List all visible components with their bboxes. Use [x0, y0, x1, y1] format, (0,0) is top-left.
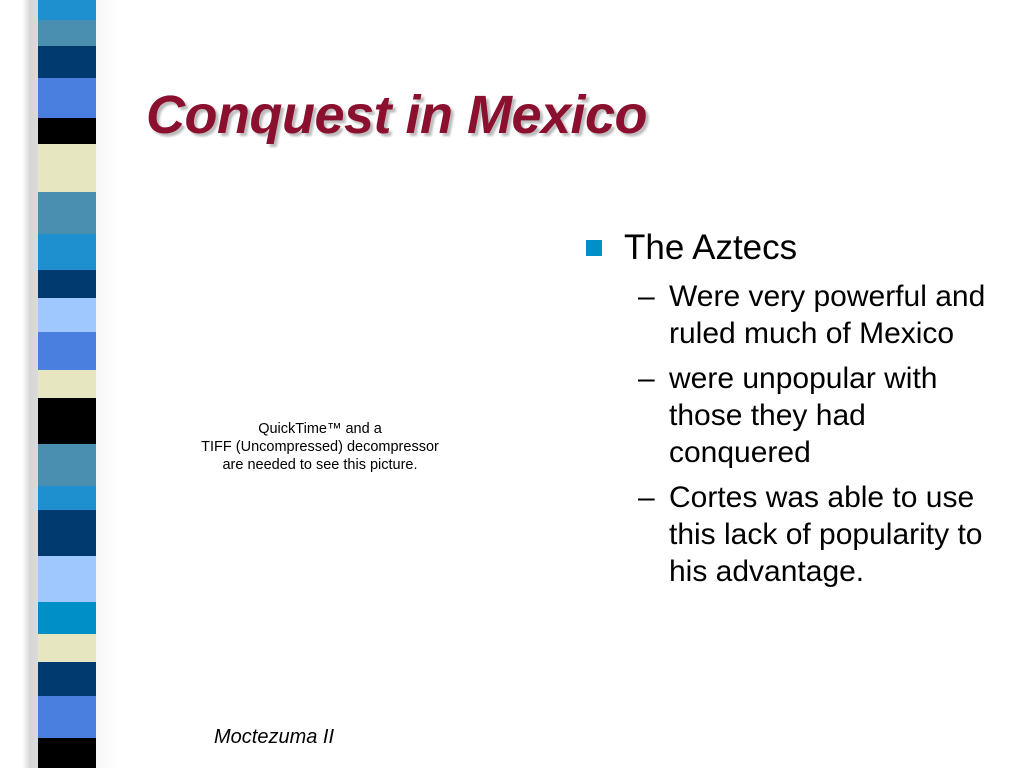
placeholder-line: TIFF (Uncompressed) decompressor [201, 439, 439, 455]
sub-bullet [638, 278, 1006, 352]
stripe-band [38, 78, 96, 118]
placeholder-line: are needed to see this picture. [222, 457, 418, 473]
stripe-band [38, 510, 96, 556]
bullet-text: The Aztecs [624, 228, 798, 267]
stripe-band [38, 0, 96, 20]
bullet-square-icon [586, 240, 602, 256]
stripe-band [38, 696, 96, 738]
image-caption: Moctezuma II [214, 726, 335, 748]
stripe-band [38, 634, 96, 662]
stripe-band [38, 144, 96, 192]
stripe-band [38, 444, 96, 486]
image-placeholder [150, 420, 490, 474]
stripe-band [38, 192, 96, 234]
sub-bullet-text: Were very powerful and ruled much of Mexico [669, 280, 986, 350]
sub-bullet [638, 479, 1006, 590]
stripe-band [38, 738, 96, 768]
placeholder-line: QuickTime™ and a [258, 421, 382, 437]
dash-icon: – [638, 280, 655, 313]
stripe-band [38, 234, 96, 270]
decorative-stripe [38, 0, 96, 768]
dash-icon: – [638, 362, 655, 395]
stripe-band [38, 270, 96, 298]
stripe-band [38, 556, 96, 602]
dash-icon: – [638, 481, 655, 514]
bullet-item [586, 226, 1006, 270]
sub-bullet-text: were unpopular with those they had conquered [669, 362, 938, 469]
stripe-band [38, 298, 96, 332]
stripe-band [38, 602, 96, 634]
bullet-list [586, 226, 1006, 590]
stripe-band [38, 118, 96, 144]
stripe-band [38, 486, 96, 510]
stripe-band [38, 46, 96, 78]
stripe-band [38, 398, 96, 444]
slide-title: Conquest in Mexico [146, 85, 648, 145]
sub-bullet [638, 360, 1006, 471]
stripe-band [38, 370, 96, 398]
stripe-band [38, 662, 96, 696]
stripe-band [38, 20, 96, 46]
sub-bullet-text: Cortes was able to use this lack of popularity to his advantage. [669, 481, 983, 588]
stripe-band [38, 332, 96, 370]
